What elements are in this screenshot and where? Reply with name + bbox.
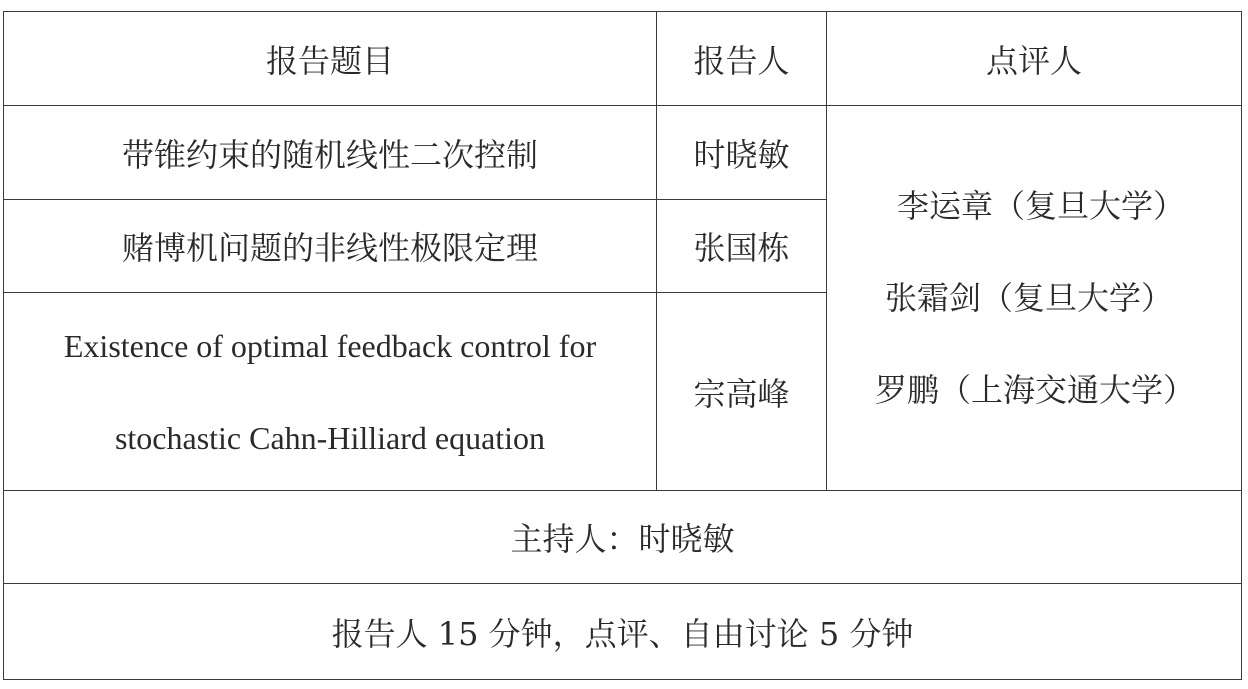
reviewer-item: 张霜剑（复旦大学） xyxy=(884,279,1173,317)
host-row xyxy=(4,491,1242,584)
talk-row xyxy=(4,106,1242,200)
host-label: 主持人：时晓敏 xyxy=(4,491,1242,584)
talk-title: 带锥约束的随机线性二次控制 xyxy=(4,106,657,200)
schedule-table xyxy=(3,11,1242,680)
header-title: 报告题目 xyxy=(4,12,657,106)
talk-speaker: 宗高峰 xyxy=(657,293,827,491)
timing-note: 报告人 15 分钟，点评、自由讨论 5 分钟 xyxy=(4,584,1242,680)
talk-title: 赌博机问题的非线性极限定理 xyxy=(4,200,657,293)
timing-row xyxy=(4,584,1242,680)
reviewers-cell xyxy=(827,106,1242,491)
talk-speaker: 张国栋 xyxy=(657,200,827,293)
talk-title-line: Existence of optimal feedback control for xyxy=(63,327,597,364)
header-reviewer: 点评人 xyxy=(827,12,1242,106)
talk-title xyxy=(4,293,657,491)
header-speaker: 报告人 xyxy=(657,12,827,106)
header-row xyxy=(4,12,1242,106)
reviewer-item: 李运章（复旦大学） xyxy=(896,187,1185,225)
talk-speaker: 时晓敏 xyxy=(657,106,827,200)
talk-title-line: stochastic Cahn-Hilliard equation xyxy=(114,419,546,456)
reviewer-item: 罗鹏（上海交通大学） xyxy=(874,371,1195,409)
